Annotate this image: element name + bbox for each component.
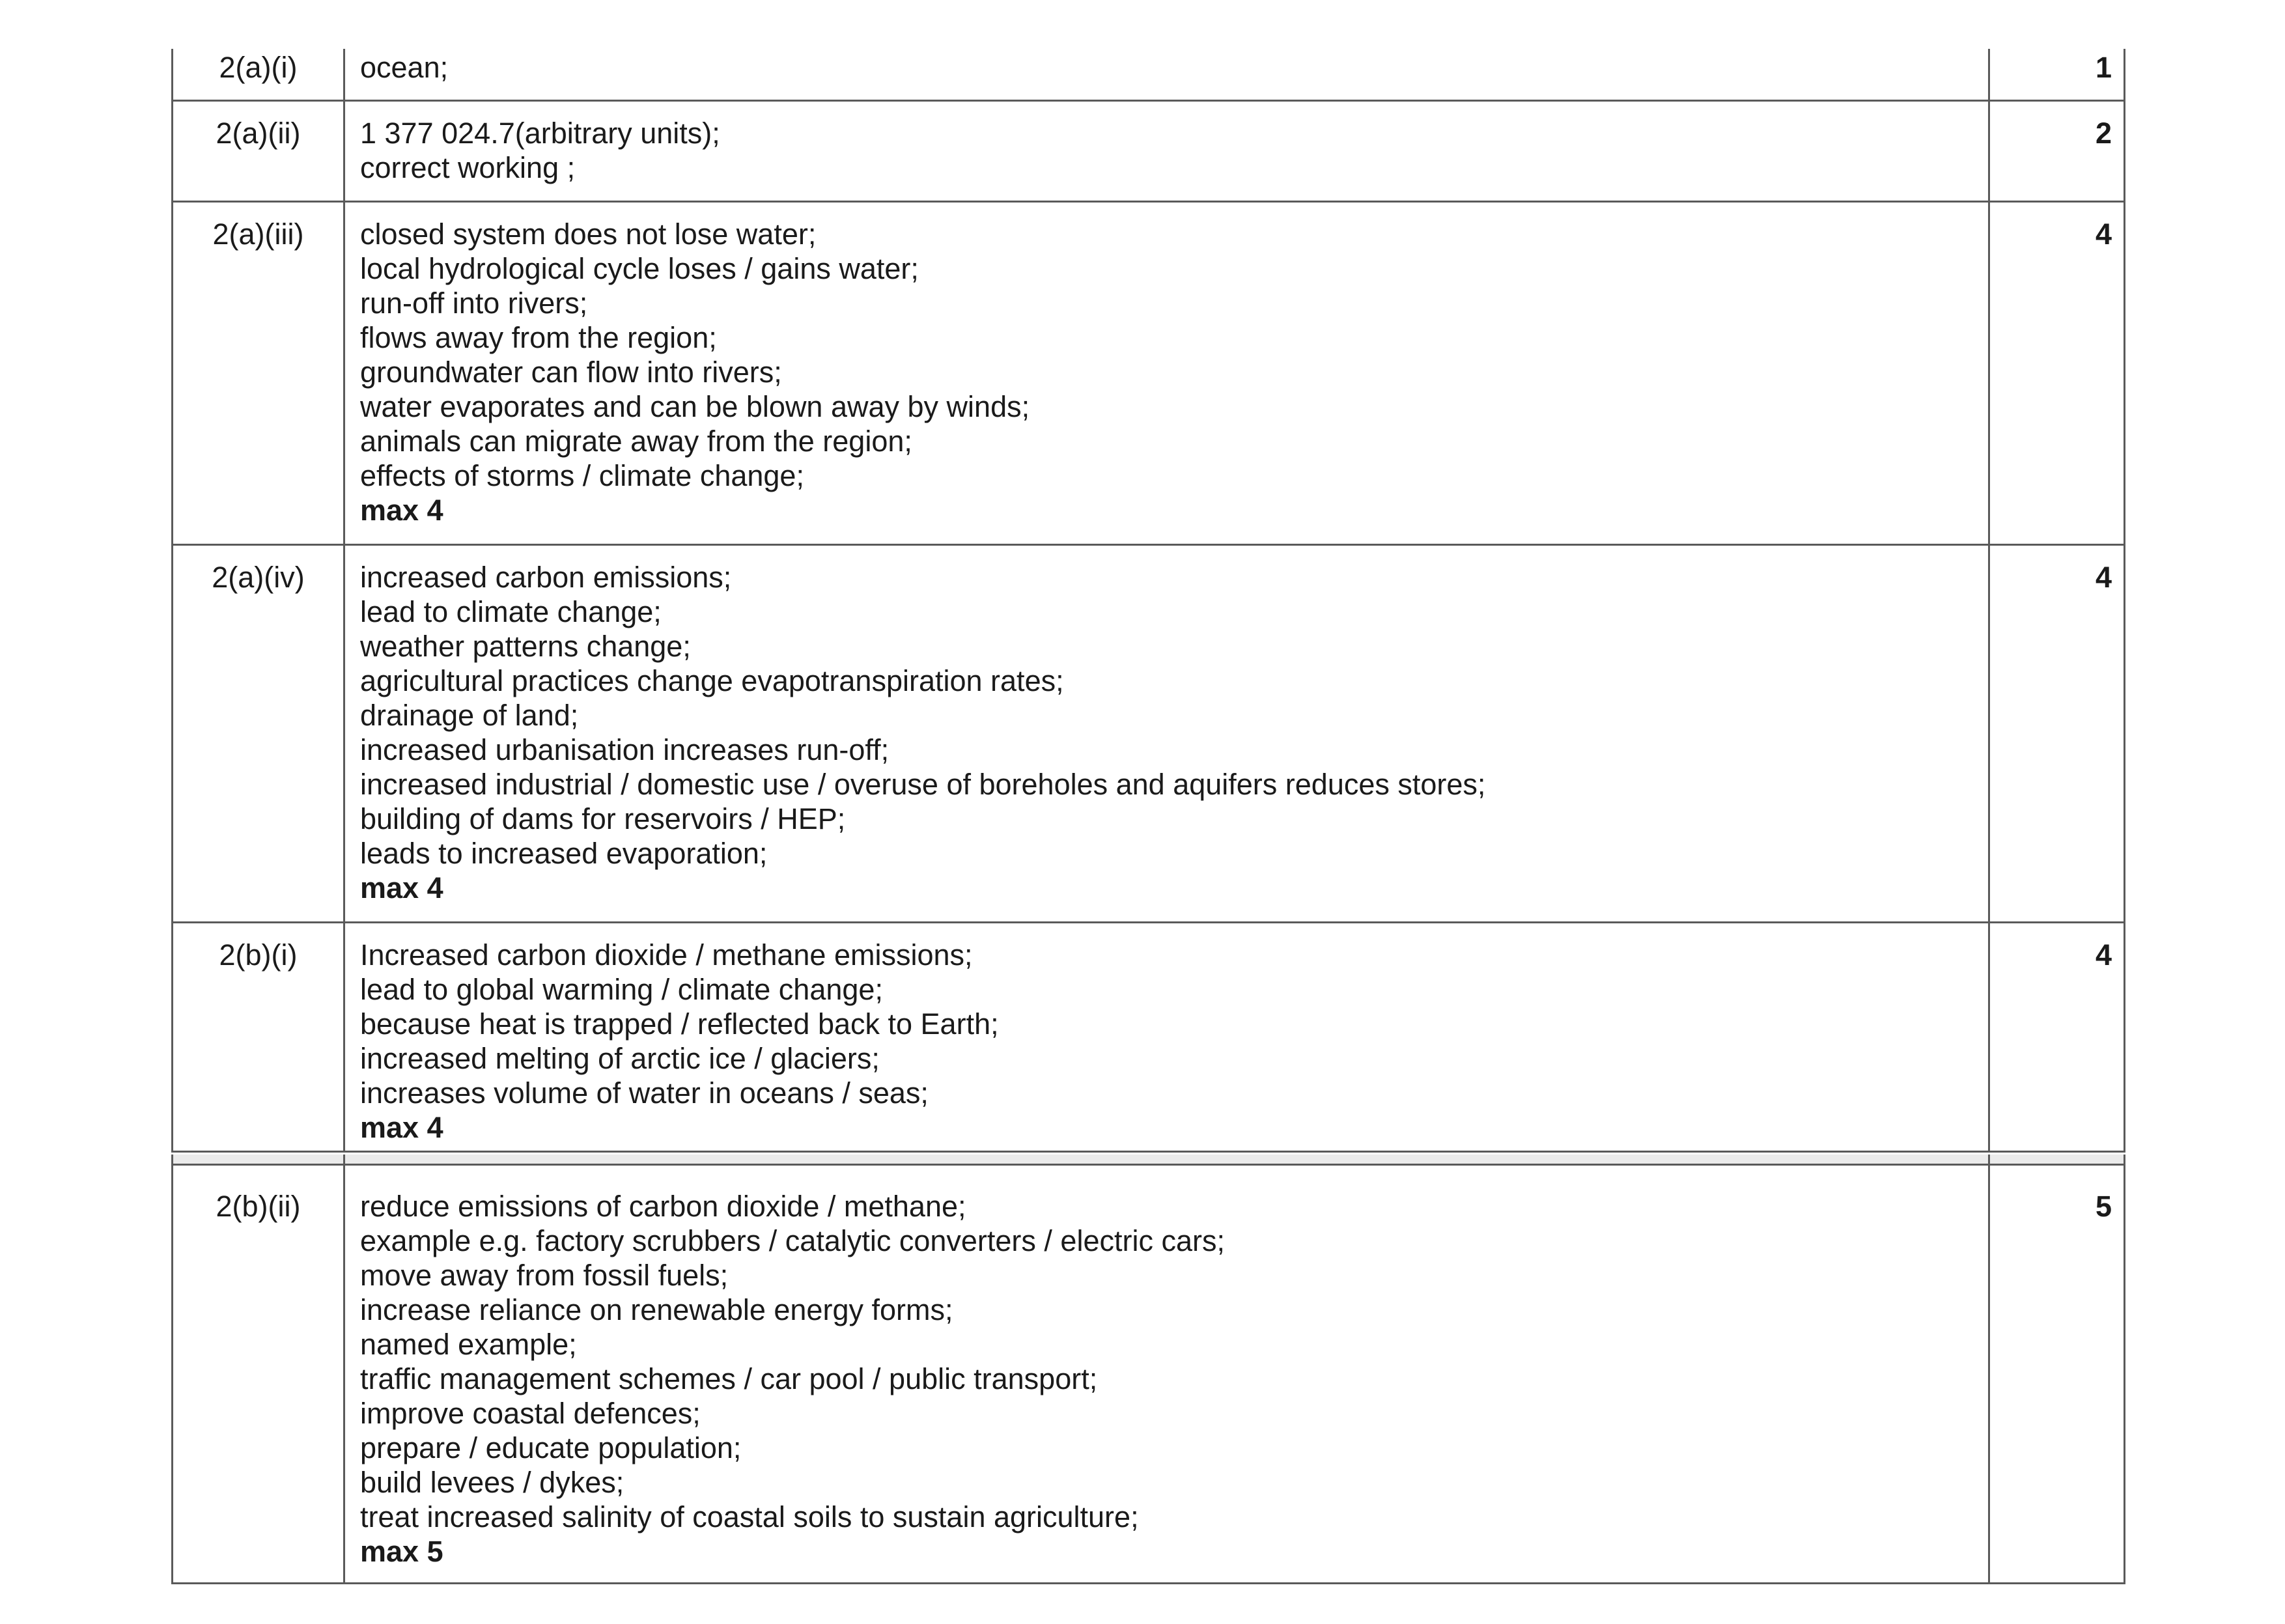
answer-cell: [345, 49, 1990, 100]
mark-scheme-table-continued: [171, 1164, 2125, 1584]
table-row: [173, 921, 2124, 1151]
table-row: [173, 100, 2124, 201]
answer-line: traffic management schemes / car pool / public transport;: [360, 1362, 1098, 1395]
answer-line: increases volume of water in oceans / seas;: [360, 1076, 929, 1110]
answer-line: correct working ;: [360, 151, 576, 184]
question-number: 2(b)(i): [173, 923, 345, 1151]
answer-line: reduce emissions of carbon dioxide / methane;: [360, 1190, 966, 1223]
answer-line: because heat is trapped / reflected back to Earth;: [360, 1007, 999, 1041]
answer-line: closed system does not lose water;: [360, 217, 817, 251]
max-marks-note: max 4: [360, 871, 443, 904]
answer-line: treat increased salinity of coastal soils to sustain agriculture;: [360, 1500, 1139, 1533]
marks-cell: 4: [2095, 561, 2112, 594]
question-number: 2(a)(ii): [173, 102, 345, 201]
answer-line: groundwater can flow into rivers;: [360, 356, 782, 389]
answer-line: lead to global warming / climate change;: [360, 973, 883, 1006]
answer-line: ocean;: [360, 51, 449, 84]
answer-line: building of dams for reservoirs / HEP;: [360, 802, 846, 835]
marks-cell: 2: [2095, 117, 2112, 150]
question-number: 2(a)(iv): [173, 546, 345, 921]
answer-line: leads to increased evaporation;: [360, 837, 768, 870]
answer-line: prepare / educate population;: [360, 1431, 742, 1464]
answer-line: increased urbanisation increases run-off;: [360, 733, 890, 766]
answer-line: 1 377 024.7(arbitrary units);: [360, 117, 720, 150]
answer-line: build levees / dykes;: [360, 1466, 624, 1499]
answer-line: agricultural practices change evapotranspiration rates;: [360, 664, 1064, 697]
answer-cell: [345, 102, 1990, 201]
answer-line: flows away from the region;: [360, 321, 717, 354]
answer-line: move away from fossil fuels;: [360, 1259, 729, 1292]
marks-cell: 5: [2095, 1190, 2112, 1223]
question-number: 2(a)(i): [173, 49, 345, 100]
answer-line: water evaporates and can be blown away by winds;: [360, 390, 1030, 423]
answer-line: local hydrological cycle loses / gains water;: [360, 252, 919, 285]
answer-line: lead to climate change;: [360, 595, 662, 628]
marks-cell: 4: [2095, 938, 2112, 972]
answer-line: increased melting of arctic ice / glaciers;: [360, 1042, 880, 1075]
answer-line: increased carbon emissions;: [360, 561, 732, 594]
table-row: [173, 49, 2124, 100]
answer-cell: [345, 546, 1990, 921]
table-row: [173, 544, 2124, 921]
answer-line: example e.g. factory scrubbers / catalytic converters / electric cars;: [360, 1224, 1225, 1257]
table-row: [173, 1166, 2124, 1582]
answer-line: weather patterns change;: [360, 630, 691, 663]
answer-line: named example;: [360, 1328, 577, 1361]
column-divider: [1988, 1155, 1990, 1164]
answer-cell: [345, 1166, 1990, 1582]
column-divider: [343, 1155, 345, 1164]
answer-line: run-off into rivers;: [360, 287, 588, 320]
answer-line: drainage of land;: [360, 699, 579, 732]
answer-line: increase reliance on renewable energy forms;: [360, 1293, 953, 1326]
max-marks-note: max 4: [360, 1111, 443, 1144]
answer-line: animals can migrate away from the region;: [360, 425, 912, 458]
answer-line: Increased carbon dioxide / methane emissions;: [360, 938, 973, 972]
marks-cell: 4: [2095, 217, 2112, 251]
answer-cell: [345, 923, 1990, 1151]
page-break-band: [171, 1155, 2125, 1164]
answer-cell: [345, 203, 1990, 544]
max-marks-note: max 4: [360, 494, 443, 527]
answer-line: increased industrial / domestic use / overuse of boreholes and aquifers reduces stores;: [360, 768, 1486, 801]
table-row: [173, 201, 2124, 544]
marks-cell: 1: [2095, 51, 2112, 84]
question-number: 2(b)(ii): [173, 1166, 345, 1582]
answer-line: effects of storms / climate change;: [360, 459, 804, 492]
question-number: 2(a)(iii): [173, 203, 345, 544]
mark-scheme-table: [171, 49, 2125, 1153]
max-marks-note: max 5: [360, 1535, 443, 1568]
answer-line: improve coastal defences;: [360, 1397, 701, 1430]
